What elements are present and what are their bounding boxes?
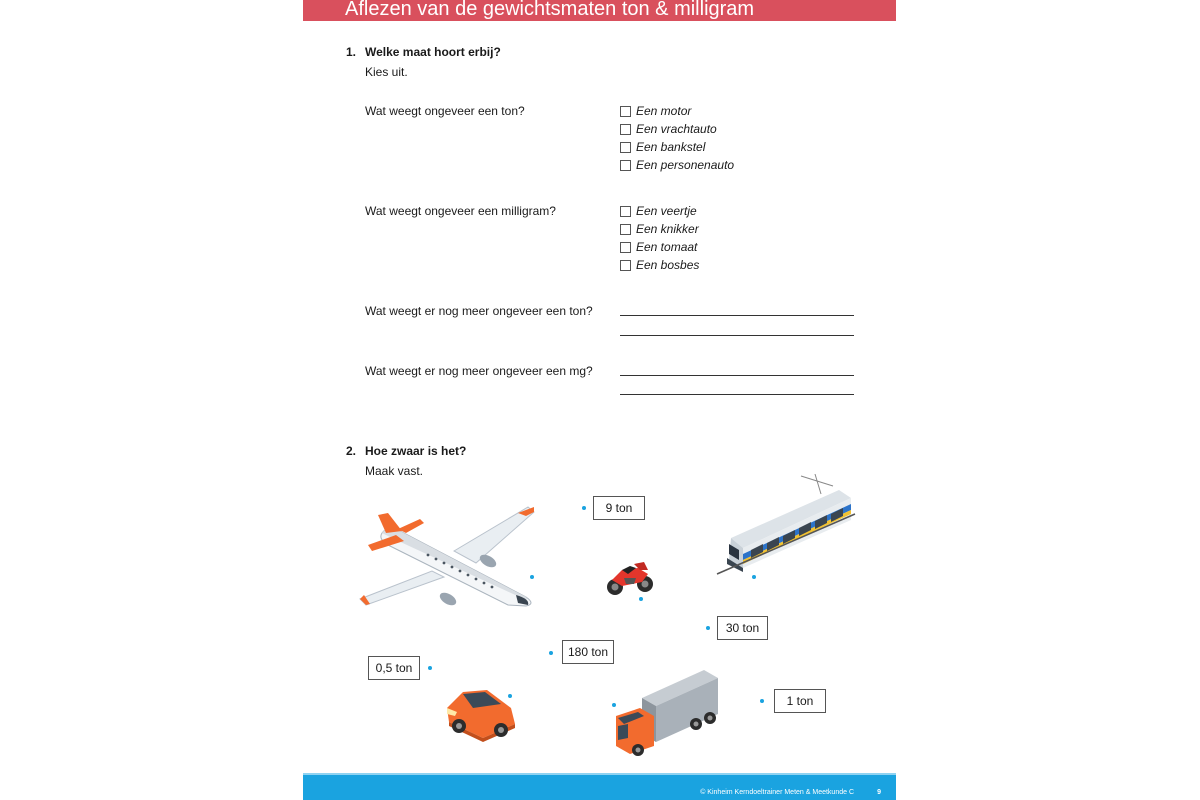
option-label: Een tomaat bbox=[636, 240, 698, 254]
ton-option[interactable] bbox=[620, 138, 734, 156]
answer-line[interactable] bbox=[620, 375, 854, 376]
dot-30-ton[interactable] bbox=[706, 626, 710, 630]
checkbox[interactable] bbox=[620, 106, 631, 117]
question-1-instruction: Kies uit. bbox=[365, 65, 408, 79]
footer-copyright: © Kinheim Kerndoeltrainer Meten & Meetkunde C bbox=[700, 789, 854, 796]
ton-option[interactable] bbox=[620, 156, 734, 174]
mg-question: Wat weegt ongeveer een milligram? bbox=[365, 204, 556, 218]
ton-option[interactable] bbox=[620, 120, 734, 138]
ton-options bbox=[620, 102, 734, 174]
option-label: Een bosbes bbox=[636, 258, 700, 272]
truck-icon bbox=[614, 668, 720, 760]
more-ton-question: Wat weegt er nog meer ongeveer een ton? bbox=[365, 304, 593, 318]
airplane-icon bbox=[358, 505, 538, 615]
checkbox[interactable] bbox=[620, 160, 631, 171]
ton-question: Wat weegt ongeveer een ton? bbox=[365, 104, 525, 118]
checkbox[interactable] bbox=[620, 124, 631, 135]
motorcycle-icon bbox=[604, 556, 656, 598]
weight-box-180-ton: 180 ton bbox=[562, 640, 614, 664]
question-1-title: Welke maat hoort erbij? bbox=[365, 45, 501, 59]
dot-1-ton[interactable] bbox=[760, 699, 764, 703]
mg-options bbox=[620, 202, 699, 274]
mg-option[interactable] bbox=[620, 256, 699, 274]
mg-option[interactable] bbox=[620, 220, 699, 238]
checkbox[interactable] bbox=[620, 224, 631, 235]
mg-option[interactable] bbox=[620, 238, 699, 256]
page-number: 9 bbox=[877, 789, 881, 796]
question-1-number: 1. bbox=[346, 45, 357, 59]
worksheet-page bbox=[303, 0, 896, 800]
question-2-title: Hoe zwaar is het? bbox=[365, 444, 467, 458]
answer-line[interactable] bbox=[620, 315, 854, 316]
question-2-number: 2. bbox=[346, 444, 357, 458]
answer-line[interactable] bbox=[620, 394, 854, 395]
checkbox[interactable] bbox=[620, 206, 631, 217]
dot-9-ton[interactable] bbox=[582, 506, 586, 510]
page-title: Aflezen van de gewichtsmaten ton & milligram bbox=[345, 0, 755, 20]
more-mg-question: Wat weegt er nog meer ongeveer een mg? bbox=[365, 364, 593, 378]
checkbox[interactable] bbox=[620, 142, 631, 153]
footer-divider bbox=[303, 773, 896, 775]
dot-0-5-ton[interactable] bbox=[428, 666, 432, 670]
option-label: Een personenauto bbox=[636, 158, 735, 172]
weight-box-1-ton: 1 ton bbox=[774, 689, 826, 713]
header-bar bbox=[303, 0, 896, 21]
option-label: Een bankstel bbox=[636, 140, 706, 154]
car-icon bbox=[443, 686, 519, 744]
checkbox[interactable] bbox=[620, 242, 631, 253]
weight-box-0-5-ton: 0,5 ton bbox=[368, 656, 420, 680]
weight-box-30-ton: 30 ton bbox=[717, 616, 768, 640]
option-label: Een knikker bbox=[636, 222, 699, 236]
checkbox[interactable] bbox=[620, 260, 631, 271]
weight-box-9-ton: 9 ton bbox=[593, 496, 645, 520]
option-label: Een motor bbox=[636, 104, 692, 118]
option-label: Een veertje bbox=[636, 204, 697, 218]
ton-option[interactable] bbox=[620, 102, 734, 120]
dot-180-ton[interactable] bbox=[549, 651, 553, 655]
mg-option[interactable] bbox=[620, 202, 699, 220]
option-label: Een vrachtauto bbox=[636, 122, 717, 136]
question-2-instruction: Maak vast. bbox=[365, 464, 424, 478]
train-icon bbox=[711, 474, 859, 578]
answer-line[interactable] bbox=[620, 335, 854, 336]
